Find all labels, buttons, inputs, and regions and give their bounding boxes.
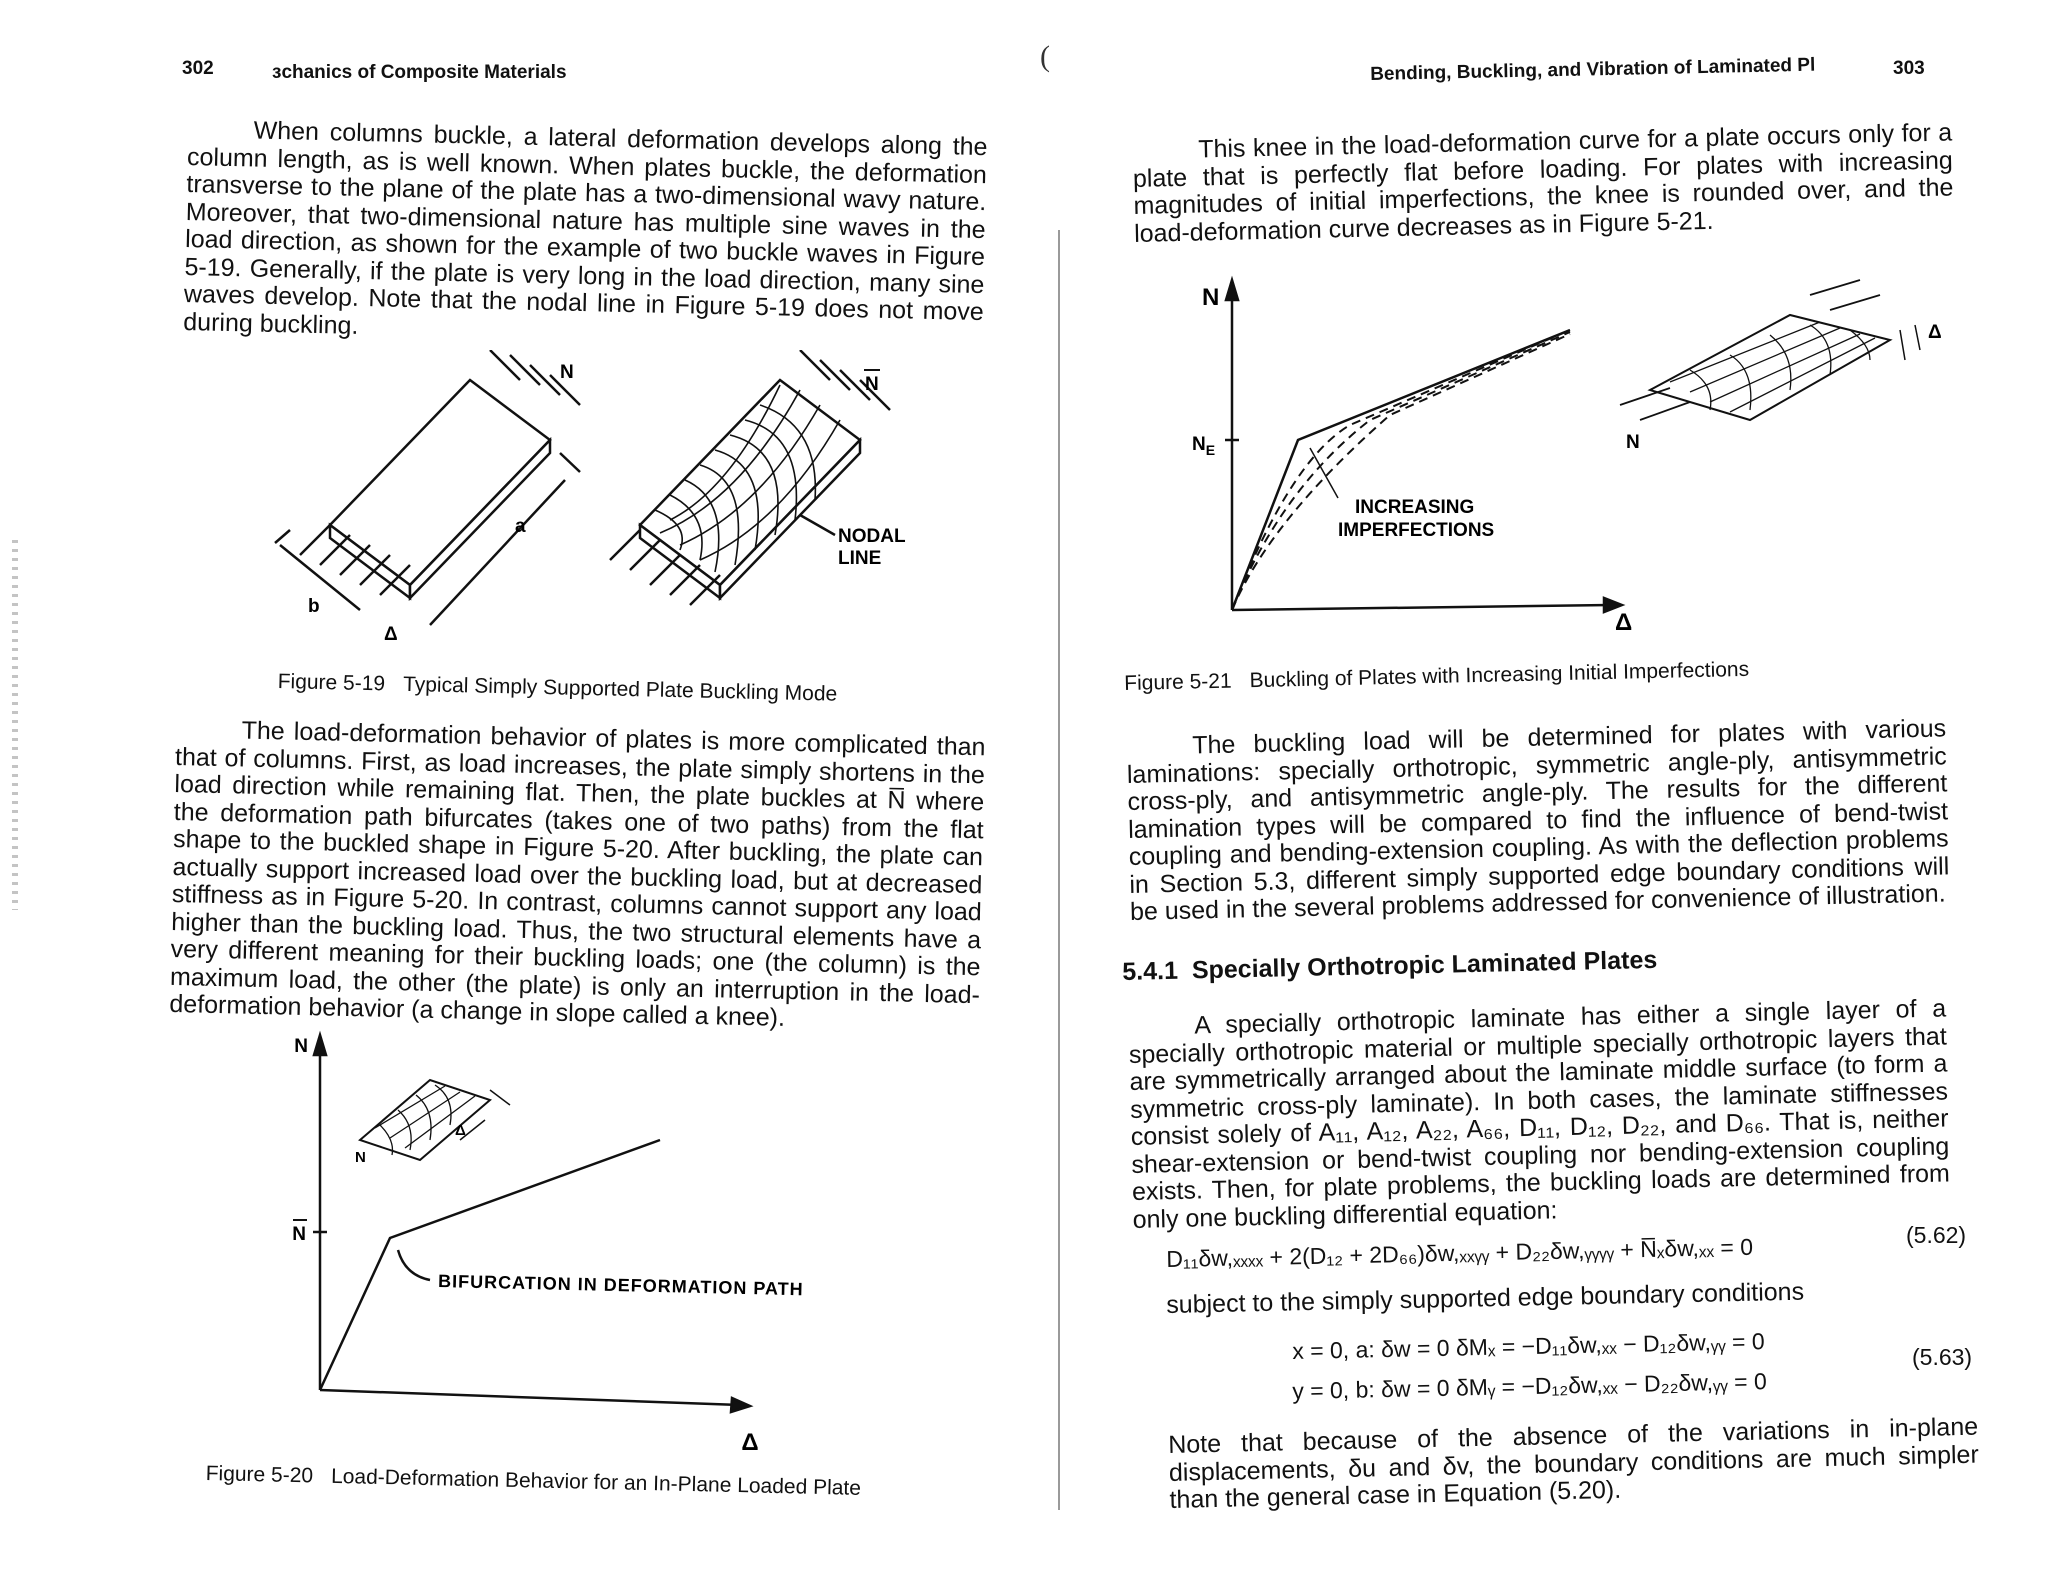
ne-main: N [1192, 434, 1206, 455]
running-head-right: Bending, Buckling, and Vibration of Laminated Pl [1370, 54, 1816, 85]
fig19-label-nodal: NODAL [838, 526, 906, 547]
figure-5-21 [1170, 270, 1990, 640]
section-heading [1122, 946, 1658, 987]
right-paragraph-3: A specially orthotropic laminate has either a single layer of a specially orthotropic material or multiple specially orthotropic layers that are symmetrically arranged about the laminate middle surface (to form a symmetric cross-ply laminate). In both cases, the laminate stiffnesses consist solely of A₁₁, A₁₂, A₂₂, A₆₆, D₁₁, D₁₂, D₂₂, and D₆₆. That is, neither shear-extension or bend-twist coupling nor bending-extension coupling exists. Then, for plate problems, the buckling loads are determined from only one buckling differential equation: [1128, 994, 1951, 1234]
section-number: 5.4.1 [1122, 956, 1179, 986]
equation-5-63-line-2: y = 0, b: δw = 0 δMᵧ = −D₁₂δw,ₓₓ − D₂₂δw,ᵧᵧ = 0 [1292, 1368, 1768, 1404]
fig21-annotation-2: IMPERFECTIONS [1338, 520, 1495, 541]
caption-text: Buckling of Plates with Increasing Initial Imperfections [1249, 657, 1750, 693]
fig19-label-line: LINE [838, 548, 882, 569]
equation-5-63-number: (5.63) [1912, 1344, 1973, 1370]
fig19-label-n: N [560, 362, 574, 383]
gutter-mark: ( [1040, 40, 1050, 73]
left-paragraph-1: When columns buckle, a lateral deformation develops along the column length, as is well known. When plates buckle, the deformation transverse to the plane of the plate has a two-dimensional wavy nature. Moreover, that two-dimensional nature has multiple sine waves in the load direction, as shown for the example of two buckle waves in Figure 5-19. Generally, if the plate is very long in the load direction, many sine waves develop. Note that the nodal line in Figure 5-19 does not move during buckling. [183, 116, 988, 340]
fig21-axis-x: Δ [1615, 609, 1633, 636]
equation-5-63-line-1: x = 0, a: δw = 0 δMₓ = −D₁₁δw,ₓₓ − D₁₂δw,ᵧᵧ = 0 [1292, 1328, 1765, 1364]
fig21-axis-y: N [1202, 284, 1220, 311]
imperfect-curve-3 [1232, 334, 1570, 610]
fig20-tick-nbar: N [292, 1224, 306, 1245]
right-paragraph-2: The buckling load will be determined for plates with various laminations: specially orthotropic, symmetric angle-ply, antisymmetric cross-ply, and antisymmetric angle-ply. The results for the different lamination types will be compared to find the influence of bend-twist coupling and bending-extension coupling. As with the deflection problems in Section 5.3, different simply supported edge boundary conditions will be used in the several problems addressed for convenience of illustration. [1126, 714, 1950, 926]
equation-5-62: D₁₁δw,ₓₓₓₓ + 2(D₁₂ + 2D₆₆)δw,ₓₓᵧᵧ + D₂₂δw,ᵧᵧᵧᵧ + N̅ₓδw,ₓₓ = 0 [1166, 1233, 1754, 1272]
equation-5-62-number: (5.62) [1906, 1222, 1967, 1248]
caption-number: Figure 5-20 [205, 1462, 314, 1488]
figure-5-20-caption [205, 1462, 861, 1501]
right-paragraph-4: subject to the simply supported edge boundary conditions [1165, 1277, 1805, 1319]
running-head-left: ɜchanics of Composite Materials [272, 62, 567, 83]
fig19-label-delta: Δ [384, 624, 398, 645]
figure-5-19-caption [277, 670, 837, 707]
imperfect-curve-1 [1232, 330, 1570, 610]
perfect-curve [1232, 330, 1570, 610]
fig21-inset-n: N [1626, 432, 1640, 453]
fig20-axis-x: Δ [741, 1429, 759, 1450]
caption-number: Figure 5-21 [1124, 669, 1232, 695]
fig20-inset-delta: Δ [455, 1122, 466, 1139]
fig19-label-a: a [515, 516, 526, 537]
right-page [1070, 0, 2048, 1582]
ne-sub: E [1205, 442, 1216, 458]
fig20-annotation: BIFURCATION IN DEFORMATION PATH [437, 1271, 804, 1300]
fig20-inset-n: N [355, 1149, 366, 1166]
section-title: Specially Orthotropic Laminated Plates [1191, 945, 1658, 985]
page-number-left: 302 [182, 58, 214, 79]
fig21-annotation-1: INCREASING [1355, 497, 1475, 518]
fig21-inset-delta: Δ [1928, 322, 1942, 343]
x-axis [1232, 605, 1610, 610]
fig20-axis-y: N [294, 1036, 308, 1057]
fig19-label-b: b [308, 596, 320, 617]
caption-text: Load-Deformation Behavior for an In-Plane Loaded Plate [330, 1464, 862, 1500]
caption-number: Figure 5-19 [277, 670, 386, 696]
page-gutter [1058, 230, 1060, 1510]
fig21-tick-ne [1192, 434, 1215, 458]
figure-5-20 [280, 1030, 880, 1450]
x-axis [320, 1390, 740, 1405]
left-paragraph-2: The load-deformation behavior of plates is more complicated than that of columns. First, as load increases, the plate simply shortens in the load direction while remaining flat. Then, the plate buckles at N̅ where the deformation path bifurcates (takes one of two paths) from the flat shape to the buckled shape in Figure 5-20. After buckling, the plate can actually support increased load over the buckling load, but at decreased stiffness as in Figure 5-20. In contrast, columns cannot support any load higher than the buckling load. Thus, the two structural elements have a very different meaning for their buckling loads; one (the column) is the maximum load, the other (the plate) is only an interruption in the load-deformation behavior (a change in slope called a knee). [169, 716, 986, 1032]
imperfect-curve-2 [1232, 332, 1570, 610]
figure-5-19 [260, 350, 930, 660]
right-paragraph-1: This knee in the load-deformation curve for a plate occurs only for a plate that is perfectly flat before loading. For plates with increasing magnitudes of initial imperfections, the knee is rounded over, and the load-deformation curve decreases as in Figure 5-21. [1132, 118, 1954, 248]
page-number-right: 303 [1893, 58, 1925, 79]
figure-5-21-caption [1124, 658, 1749, 696]
caption-text: Typical Simply Supported Plate Buckling Mode [402, 672, 838, 706]
load-deformation-curve [320, 1140, 660, 1390]
right-paragraph-5: Note that because of the absence of the variations in in-plane displacements, δu and δv, the boundary conditions are much simpler than the general case in Equation (5.20). [1167, 1412, 1980, 1514]
fig19-label-nbar: N [865, 374, 879, 395]
